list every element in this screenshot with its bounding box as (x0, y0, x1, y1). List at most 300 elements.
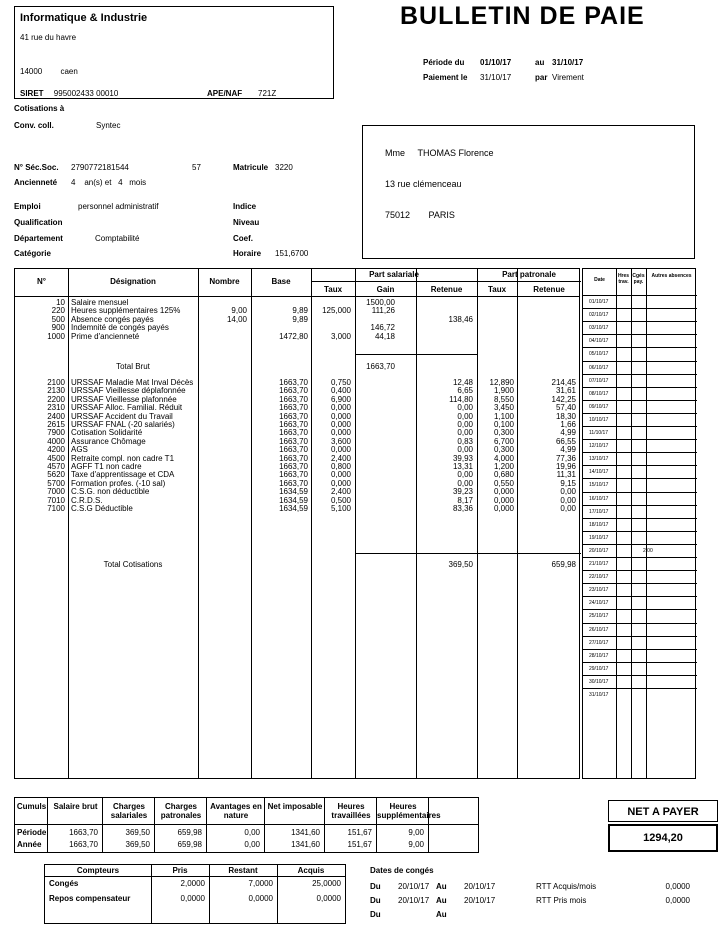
cell-retenuep: 19,96 (555, 462, 576, 471)
day-row (583, 361, 697, 374)
day-row (583, 478, 697, 491)
cumuls-annee-1: 1663,70 (69, 840, 98, 849)
cumuls-value-cell (264, 824, 325, 853)
company-city-line (20, 67, 78, 76)
cell-label: Retraite compl. non cadre T1 (71, 453, 175, 463)
day-row (583, 400, 697, 413)
siret-label: SIRET (20, 89, 44, 98)
cell-no: 5700 (47, 478, 65, 488)
day-date: 13/10/17 (589, 456, 609, 463)
day-date: 14/10/17 (589, 469, 609, 476)
day-date: 10/10/17 (589, 416, 609, 423)
recipient-postcode: 75012 (385, 210, 411, 220)
cell-retenue: 83,36 (452, 504, 473, 513)
header-nombre: Nombre (209, 277, 240, 286)
cell-label: URSSAF Maladie Mat Inval Décès (71, 378, 194, 387)
cumuls-periode-6: 151,67 (347, 828, 372, 837)
total-brut-label: Total Brut (116, 362, 150, 371)
secsoc-key: 57 (192, 163, 201, 172)
day-date: 21/10/17 (589, 561, 609, 567)
cell-nombre: 9,00 (231, 306, 247, 316)
cell-base: 1663,70 (279, 436, 308, 446)
day-row (583, 465, 697, 478)
cell-retenue: 114,80 (449, 394, 473, 404)
cell-base: 1663,70 (279, 403, 308, 413)
company-siret-line (20, 89, 277, 98)
cell-retenuep: 0,00 (560, 495, 576, 505)
header-base: Base (271, 277, 291, 286)
day-row (583, 308, 697, 321)
cell-base: 1663,70 (279, 411, 308, 421)
day-date: 04/10/17 (589, 338, 609, 345)
departement-label: Département (14, 234, 63, 243)
recipient-street: 13 rue clémenceau (385, 179, 462, 189)
cell-taux: 0,800 (330, 462, 351, 471)
cell-retenuep: 18,30 (555, 411, 576, 421)
cumuls-value-cell (102, 824, 155, 853)
cumuls-periode-1: 1663,70 (69, 828, 98, 837)
cumuls-annee-0: Année (17, 840, 42, 849)
cell-retenuep: 77,36 (555, 453, 576, 463)
cell-tauxp: 0,000 (493, 487, 514, 497)
departement-value: Comptabilité (95, 234, 140, 243)
day-row (583, 544, 697, 557)
cell-no: 4500 (47, 453, 65, 463)
cell-retenuep: 4,99 (560, 428, 576, 438)
cell-label: C.R.D.S. (71, 495, 103, 505)
company-city: caen (60, 67, 78, 76)
cell-retenuep: 11,31 (556, 470, 576, 480)
company-postcode: 14000 (20, 67, 43, 76)
cell-tauxp: 8,550 (493, 394, 514, 404)
header-retenue: Retenue (430, 285, 463, 294)
recipient-box (362, 125, 695, 259)
cell-label: URSSAF Accident du Travail (71, 411, 173, 421)
siret-value: 995002433 00010 (53, 89, 119, 98)
anciennete-value: 4 an(s) et 4 mois (71, 178, 147, 187)
cell-base: 1663,70 (279, 386, 308, 396)
cell-retenue: 39,23 (452, 487, 473, 497)
day-date: 11/10/17 (589, 430, 609, 436)
cell-no: 7010 (47, 495, 65, 505)
cell-retenue: 0,00 (457, 411, 473, 421)
cell-no: 1000 (47, 331, 65, 341)
matricule-value: 3220 (275, 163, 293, 172)
counters-header-0: Compteurs (76, 866, 120, 875)
cell-retenue: 13,31 (452, 462, 473, 471)
conges-to: 20/10/17 (464, 882, 496, 891)
cumuls-header-0: Cumuls (16, 802, 47, 811)
recipient-city: PARIS (428, 210, 455, 220)
days-table (582, 268, 696, 779)
day-date: 16/10/17 (589, 495, 609, 502)
day-row (583, 426, 697, 439)
cell-retenuep: 1,66 (560, 420, 576, 429)
cell-no: 2200 (47, 394, 65, 404)
counters-cell: 0,0000 (248, 894, 273, 903)
cumuls-header-6: Heures travaillées (331, 802, 371, 820)
cell-retenuep: 57,40 (555, 403, 576, 413)
cell-base: 1663,70 (279, 478, 308, 488)
counters-cell: 0,0000 (180, 894, 205, 903)
conges-du-label: Du (370, 882, 381, 891)
cell-label: Indemnité de congés payés (71, 323, 169, 333)
cell-no: 900 (51, 323, 65, 333)
conges-au-label: Au (436, 910, 447, 919)
cumuls-header-cell (324, 797, 377, 825)
cell-tauxp: 4,000 (493, 453, 514, 463)
recipient-city-line (385, 210, 455, 220)
cumuls-annee-5: 1341,60 (291, 840, 320, 849)
paiement-label: Paiement le (423, 73, 468, 82)
days-header-hrs: Hres trav. (617, 273, 630, 285)
cumuls-value-cell (324, 824, 377, 853)
total-cotisations-label: Total Cotisations (103, 560, 163, 569)
cell-label: AGS (71, 445, 88, 455)
net-a-payer-value: 1294,20 (608, 824, 718, 852)
conges-du-label: Du (370, 910, 381, 919)
coef-label: Coef. (233, 234, 253, 243)
cell-no: 7900 (47, 428, 65, 438)
counters-header-1: Pris (172, 866, 188, 875)
cumuls-header-cell (206, 797, 265, 825)
cell-tauxp: 1,900 (493, 386, 514, 396)
cumuls-header-3: Charges patronales (160, 802, 202, 820)
cell-no: 500 (51, 314, 65, 324)
table-row (15, 333, 581, 341)
day-date: 18/10/17 (589, 521, 609, 528)
day-row (583, 609, 697, 622)
emploi-label: Emploi (14, 202, 41, 211)
cell-retenue: 0,83 (457, 436, 473, 446)
cumuls-value-cell (154, 824, 207, 853)
cell-taux: 3,000 (330, 331, 351, 341)
counters-header-2: Restant (228, 866, 258, 875)
cumuls-annee-2: 369,50 (125, 840, 150, 849)
counters-cell: 0,0000 (316, 894, 341, 903)
rtt-label: RTT Pris mois (536, 896, 587, 905)
cumuls-periode-2: 369,50 (125, 828, 150, 837)
day-row (583, 492, 697, 505)
cell-tauxp: 0,000 (493, 495, 514, 505)
periode-label: Période du (423, 58, 465, 67)
cumuls-annee-6: 151,67 (347, 840, 372, 849)
cell-label: URSSAF Vieillesse plafonnée (71, 394, 177, 404)
rtt-label: RTT Acquis/mois (536, 882, 597, 891)
cell-no: 2130 (47, 386, 65, 396)
day-row (583, 347, 697, 360)
day-row (583, 387, 697, 400)
cumuls-header-2: Charges salariales (110, 802, 148, 820)
total-brut-value: 1663,70 (366, 362, 395, 371)
employer-box (14, 6, 334, 99)
company-name: Informatique & Industrie (20, 12, 148, 24)
conges-au-label: Au (436, 882, 447, 891)
counters-header-3: Acquis (297, 866, 325, 875)
conges-from: 20/10/17 (398, 882, 430, 891)
cell-taux: 0,400 (330, 386, 351, 396)
day-date: 25/10/17 (589, 613, 609, 620)
cell-taux: 125,000 (322, 306, 351, 316)
cell-gain: 44,18 (374, 331, 395, 341)
day-row (583, 583, 697, 596)
days-header-date: Date (594, 277, 605, 283)
cell-retenue: 0,00 (457, 478, 473, 488)
secsoc-value: 2790772181544 (71, 163, 129, 172)
header-designation: Désignation (110, 277, 156, 286)
cumuls-periode-4: 0,00 (244, 828, 260, 837)
cell-taux: 0,000 (330, 470, 351, 480)
cumuls-header-cell (428, 797, 479, 825)
cell-label: C.S.G Déductible (71, 504, 133, 513)
counters-cell: 25,0000 (312, 879, 341, 888)
cumuls-header-5: Net imposable (267, 802, 323, 811)
cell-taux: 6,900 (330, 394, 351, 404)
cumuls-header-7: Heures supplémentaires (377, 802, 441, 820)
cell-retenue: 138,46 (448, 314, 473, 324)
cell-no: 2310 (47, 403, 65, 413)
cell-retenue: 8,17 (457, 495, 473, 505)
cell-taux: 0,000 (330, 478, 351, 488)
cell-label: C.S.G. non déductible (71, 487, 150, 497)
header-part-patronale: Part patronale (502, 270, 556, 279)
cell-base: 1663,70 (279, 470, 308, 480)
day-row (583, 662, 697, 675)
cell-tauxp: 0,000 (493, 504, 514, 513)
cell-gain: 146,72 (370, 323, 395, 333)
cell-taux: 2,400 (330, 487, 351, 497)
rtt-value: 0,0000 (665, 882, 690, 891)
cell-nombre: 14,00 (226, 314, 247, 324)
paiement-date: 31/10/17 (480, 73, 512, 82)
cell-retenuep: 4,99 (560, 445, 576, 455)
cell-gain: 1500,00 (366, 298, 395, 307)
cell-no: 7000 (47, 487, 65, 497)
rtt-value: 0,0000 (665, 896, 690, 905)
day-row (583, 374, 697, 387)
cumuls-periode-0: Période (17, 828, 47, 837)
cell-taux: 0,750 (330, 378, 351, 387)
cell-base: 1634,59 (279, 495, 308, 505)
conges-du-label: Du (370, 896, 381, 905)
cell-taux: 5,100 (330, 504, 351, 513)
day-date: 30/10/17 (589, 678, 609, 685)
cumuls-value-cell (428, 824, 479, 853)
day-row (583, 321, 697, 334)
net-a-payer-label: NET A PAYER (608, 800, 718, 822)
days-header-autres: Autres absences (651, 273, 692, 279)
day-row (583, 439, 697, 452)
header-gain: Gain (376, 285, 395, 294)
cell-label: URSSAF Vieillesse déplafonnée (71, 386, 186, 396)
day-row (583, 413, 697, 426)
cell-retenue: 12,48 (452, 378, 473, 387)
cell-tauxp: 1,100 (493, 411, 514, 421)
cell-base: 1663,70 (279, 445, 308, 455)
par-value: Virement (552, 73, 584, 82)
header-retenue-patronale: Retenue (533, 285, 565, 294)
cell-retenue: 0,00 (457, 445, 473, 455)
ape-value: 721Z (258, 89, 277, 98)
cell-tauxp: 0,100 (493, 420, 514, 429)
conv-value: Syntec (96, 121, 121, 130)
counters-header-divider (45, 876, 345, 877)
conges-au-label: Au (436, 896, 447, 905)
conges-to: 20/10/17 (464, 896, 496, 905)
day-row (583, 295, 697, 308)
cell-taux: 0,000 (330, 445, 351, 455)
day-date: 20/10/17 (589, 547, 609, 554)
day-date: 28/10/17 (589, 652, 609, 659)
cell-base: 1663,70 (279, 378, 308, 387)
cell-label: Salaire mensuel (71, 298, 129, 307)
cumuls-header-cell (264, 797, 325, 825)
emploi-value: personnel administratif (78, 202, 159, 211)
cumuls-header-cell (14, 797, 48, 825)
cell-gain: 111,26 (371, 306, 395, 316)
horaire-value: 151,6700 (275, 249, 309, 258)
cell-tauxp: 0,680 (493, 470, 514, 480)
payslip-table (14, 268, 580, 779)
cell-base: 9,89 (292, 306, 308, 316)
cell-taux: 0,000 (330, 420, 351, 429)
cell-tauxp: 0,300 (493, 428, 514, 438)
cell-retenue: 6,65 (457, 386, 473, 396)
cell-retenuep: 142,25 (551, 394, 576, 404)
day-date: 24/10/17 (589, 600, 609, 607)
matricule-label: Matricule (233, 163, 269, 172)
days-header-cges: Cgés pay. (632, 273, 645, 285)
secsoc-label: N° Séc.Soc. (14, 163, 59, 172)
cell-label: URSSAF FNAL (-20 salariés) (71, 420, 175, 429)
cell-base: 1634,59 (279, 487, 308, 497)
cell-no: 4200 (47, 445, 65, 455)
cell-base: 1472,80 (279, 331, 308, 341)
cumuls-header-cell (154, 797, 207, 825)
conv-label: Conv. coll. (14, 121, 54, 130)
cell-taux: 0,000 (330, 428, 351, 438)
recipient-name-line (385, 148, 494, 158)
cell-label: URSSAF Alloc. Familial. Réduit (71, 403, 183, 413)
horaire-label: Horaire (233, 249, 262, 258)
cell-label: Absence congés payés (71, 314, 154, 324)
cell-label: Prime d'ancienneté (71, 331, 140, 341)
cumuls-periode-3: 659,98 (177, 828, 202, 837)
cell-label: Formation profes. (-10 sal) (71, 478, 166, 488)
au-label: au (535, 58, 545, 67)
cell-retenuep: 31,61 (555, 386, 576, 396)
cell-no: 2615 (47, 420, 65, 429)
cell-taux: 0,000 (330, 411, 351, 421)
day-date: 17/10/17 (589, 508, 609, 515)
anciennete-label: Ancienneté (14, 178, 58, 187)
counters-table (44, 864, 346, 924)
cell-retenue: 0,00 (457, 428, 473, 438)
counters-cell: Congés (49, 879, 79, 888)
cell-tauxp: 1,200 (493, 462, 514, 471)
day-row (583, 557, 697, 570)
cell-retenue: 0,00 (457, 403, 473, 413)
day-date: 15/10/17 (589, 482, 609, 489)
day-date: 02/10/17 (589, 312, 609, 319)
total-brut-row (15, 363, 581, 371)
cell-no: 2400 (47, 411, 65, 421)
cumuls-header-cell (102, 797, 155, 825)
par-label: par (535, 73, 548, 82)
day-row (583, 623, 697, 636)
cell-no: 7100 (47, 504, 65, 513)
cell-retenuep: 9,15 (560, 478, 576, 488)
day-date: 26/10/17 (589, 626, 609, 633)
cell-base: 1663,70 (279, 394, 308, 404)
day-date: 22/10/17 (589, 574, 609, 581)
header-no: N° (37, 277, 46, 286)
ape-label: APE/NAF (207, 89, 243, 98)
cell-label: Heures supplémentaires 125% (71, 306, 181, 316)
cell-retenue: 39,93 (452, 453, 473, 463)
day-date: 08/10/17 (589, 390, 609, 397)
cumuls-periode-5: 1341,60 (291, 828, 320, 837)
qualification-label: Qualification (14, 218, 63, 227)
cumuls-header-4: Avantages en nature (210, 802, 262, 820)
cell-no: 5620 (47, 470, 65, 480)
cell-tauxp: 3,450 (493, 403, 514, 413)
recipient-name: THOMAS Florence (417, 148, 494, 158)
day-row (583, 531, 697, 544)
cell-label: Assurance Chômage (71, 436, 146, 446)
cell-tauxp: 0,300 (493, 445, 514, 455)
categorie-label: Catégorie (14, 249, 51, 258)
header-part-salariale: Part salariale (369, 270, 419, 279)
day-date: 31/10/17 (589, 692, 609, 698)
cumuls-value-cell (47, 824, 103, 853)
day-row (583, 570, 697, 583)
counters-cell: 7,0000 (248, 879, 273, 888)
cumuls-annee-3: 659,98 (177, 840, 202, 849)
cotisations-label: Cotisations à (14, 104, 65, 113)
day-row (583, 636, 697, 649)
cumuls-header-cell (376, 797, 441, 825)
periode-from: 01/10/17 (480, 58, 512, 67)
cell-no: 2100 (47, 378, 65, 387)
day-date: 09/10/17 (589, 403, 609, 410)
day-date: 01/10/17 (589, 299, 609, 305)
cumuls-annee-7: 9,00 (408, 840, 424, 849)
day-date: 06/10/17 (589, 364, 609, 371)
day-row (583, 505, 697, 518)
day-value: 2,00 (643, 547, 653, 554)
cell-retenuep: 214,45 (551, 378, 576, 387)
net-a-payer-box (608, 800, 718, 855)
day-date: 05/10/17 (589, 351, 609, 358)
cell-label: AGFF T1 non cadre (71, 462, 142, 471)
niveau-label: Niveau (233, 218, 260, 227)
cumuls-header-cell (47, 797, 103, 825)
conges-title: Dates de congés (370, 866, 434, 875)
cumuls-periode-7: 9,00 (408, 828, 424, 837)
header-taux: Taux (323, 285, 343, 294)
cell-base: 9,89 (292, 314, 308, 324)
cell-retenuep: 66,55 (555, 436, 576, 446)
day-row (583, 518, 697, 531)
cell-label: Cotisation Solidarité (71, 428, 143, 438)
cumuls-value-cell (14, 824, 48, 853)
cell-taux: 2,400 (330, 453, 351, 463)
cumuls-value-cell (206, 824, 265, 853)
day-date: 12/10/17 (589, 443, 609, 450)
header-taux-patronal: Taux (487, 285, 507, 294)
cumuls-header-1: Salaire brut (53, 802, 98, 811)
